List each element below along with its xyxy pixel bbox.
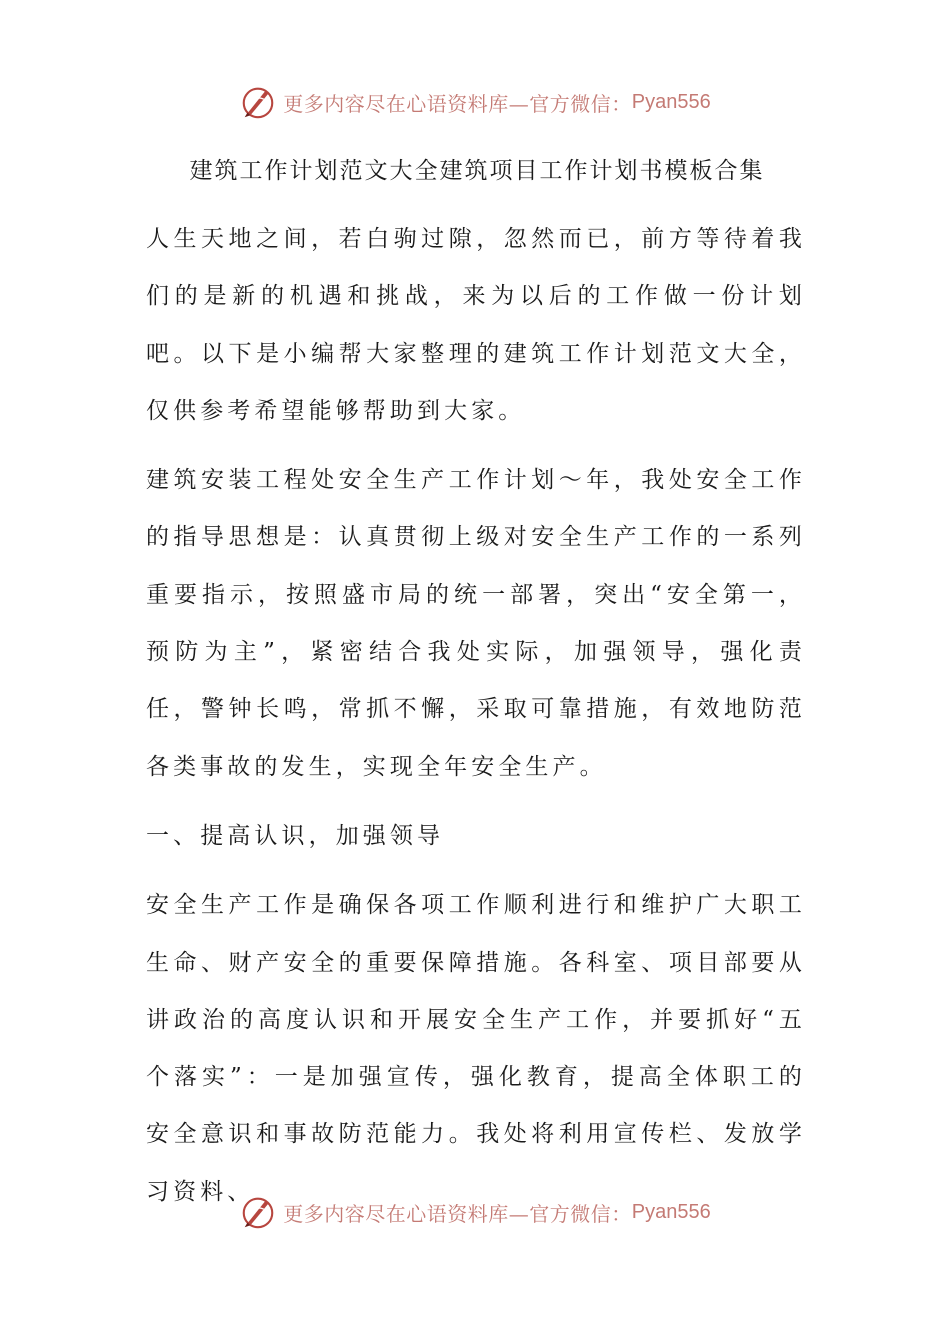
document-body [146,152,806,1233]
paragraph-guiding-idea: 建筑安装工程处安全生产工作计划～年，我处安全工作的指导思想是：认真贯彻上级对安全生产工作的一系列重要指示，按照盛市局的统一部署，突出“安全第一，预防为主”，紧密结合我处实际，加强领导，强化责任，警钟长鸣，常抓不懈，采取可靠措施，有效地防范各类事故的发生，实现全年安全生产。 [146,467,806,780]
paragraph-intro: 人生天地之间，若白驹过隙，忽然而已，前方等待着我们的是新的机遇和挑战，来为以后的工作做一份计划吧。以下是小编帮大家整理的建筑工作计划范文大全，仅供参考希望能够帮助到大家。 [146,226,806,424]
banner-text: 更多内容尽在心语资料库—官方微信： [283,91,632,116]
header-banner [0,80,950,124]
banner-wechat-id: Pyan556 [631,1200,711,1223]
paragraph-safety: 安全生产工作是确保各项工作顺利进行和维护广大职工生命、财产安全的重要保障措施。各科室、项目部要从讲政治的高度认识和开展安全生产工作，并要抓好“五个落实”：一是加强宣传，强化教育，提高全体职工的安全意识和事故防范能力。我处将利用宣传栏、发放学习资料、 [146,892,806,1205]
banner-wechat-id: Pyan556 [631,90,711,113]
quill-pen-logo-icon [239,1193,277,1231]
quill-pen-logo-icon [239,83,277,121]
banner-text: 更多内容尽在心语资料库—官方微信： [283,1201,632,1226]
document-title: 建筑工作计划范文大全建筑项目工作计划书模板合集 [189,158,765,184]
section-heading: 一、提高认识，加强领导 [146,822,445,849]
footer-banner [0,1190,950,1234]
